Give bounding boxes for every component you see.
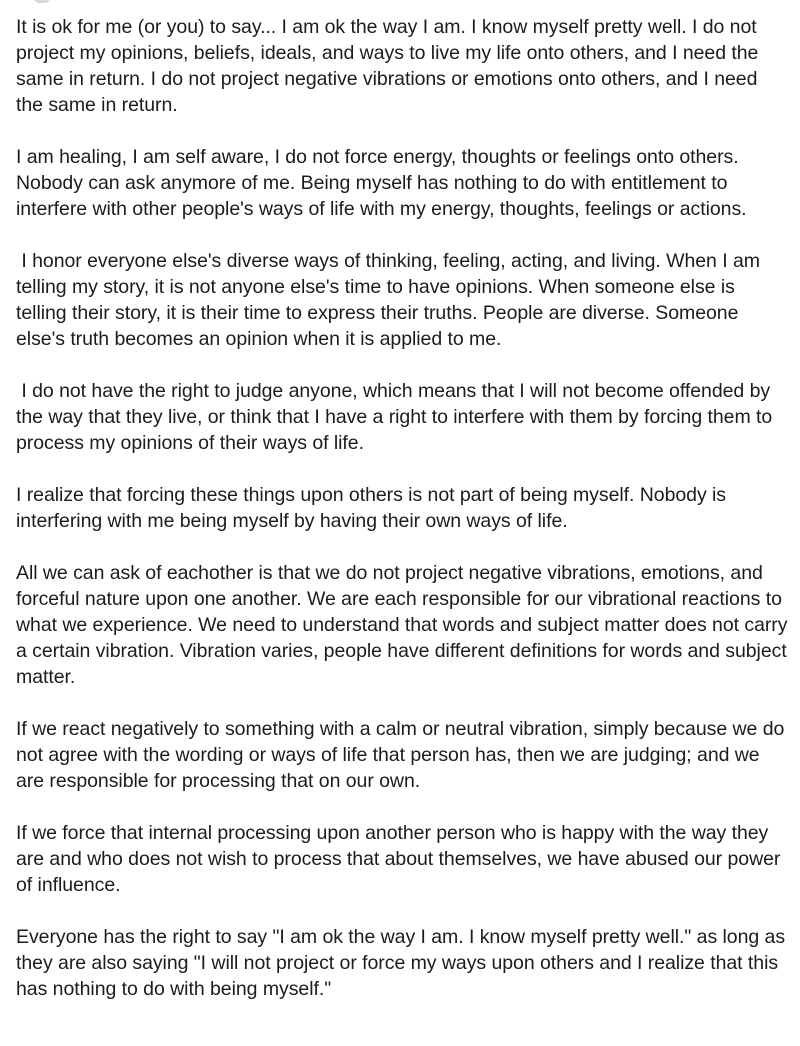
paragraph-4 <box>16 378 788 456</box>
paragraph-1: It is ok for me (or you) to say... I am ok the way I am. I know myself pretty well. I do not project my opinions, beliefs, ideals, and ways to live my life onto others, and I need the same in return. I do not project negative vibrations or emotions onto others, and I need the same in return. <box>16 16 759 116</box>
document-body <box>16 14 788 1002</box>
top-edge-artifact <box>34 0 50 3</box>
paragraph-3-text: I honor everyone else's diverse ways of thinking, feeling, acting, and living. When I am telling my story, it is not anyone else's time to have opinions. When someone else is telling their story, it is their time to express their truths. People are diverse. Someone else's truth becomes an opinion when it is applied to me. <box>16 250 760 350</box>
paragraph-4-text: I do not have the right to judge anyone, which means that I will not become offended by the way that they live, or think that I have a right to interfere with them by forcing them to process my opinions of their ways of life. <box>16 380 773 454</box>
paragraph-3 <box>16 248 788 352</box>
paragraph-2: I am healing, I am self aware, I do not force energy, thoughts or feelings onto others. Nobody can ask anymore of me. Being myself has nothing to do with entitlement to interfere with other people's ways of life with my energy, thoughts, feelings or actions. <box>16 146 747 220</box>
paragraph-6: All we can ask of eachother is that we do not project negative vibrations, emotions, and forceful nature upon one another. We are each responsible for our vibrational reactions to what we experience. We need to understand that words and subject matter does not carry a certain vibration. Vibration varies, people have different definitions for words and subject matter. <box>16 562 788 688</box>
paragraph-5: I realize that forcing these things upon others is not part of being myself. Nobody is interfering with me being myself by having their own ways of life. <box>16 484 727 532</box>
paragraph-7: If we react negatively to something with a calm or neutral vibration, simply because we do not agree with the wording or ways of life that person has, then we are judging; and we are responsible for processing that on our own. <box>16 718 785 792</box>
paragraph-9: Everyone has the right to say "I am ok the way I am. I know myself pretty well." as long as they are also saying "I will not project or force my ways upon others and I realize that this has nothing to do with being myself." <box>16 926 786 1000</box>
paragraph-8: If we force that internal processing upon another person who is happy with the way they are and who does not wish to process that about themselves, we have abused our power of influence. <box>16 822 781 896</box>
